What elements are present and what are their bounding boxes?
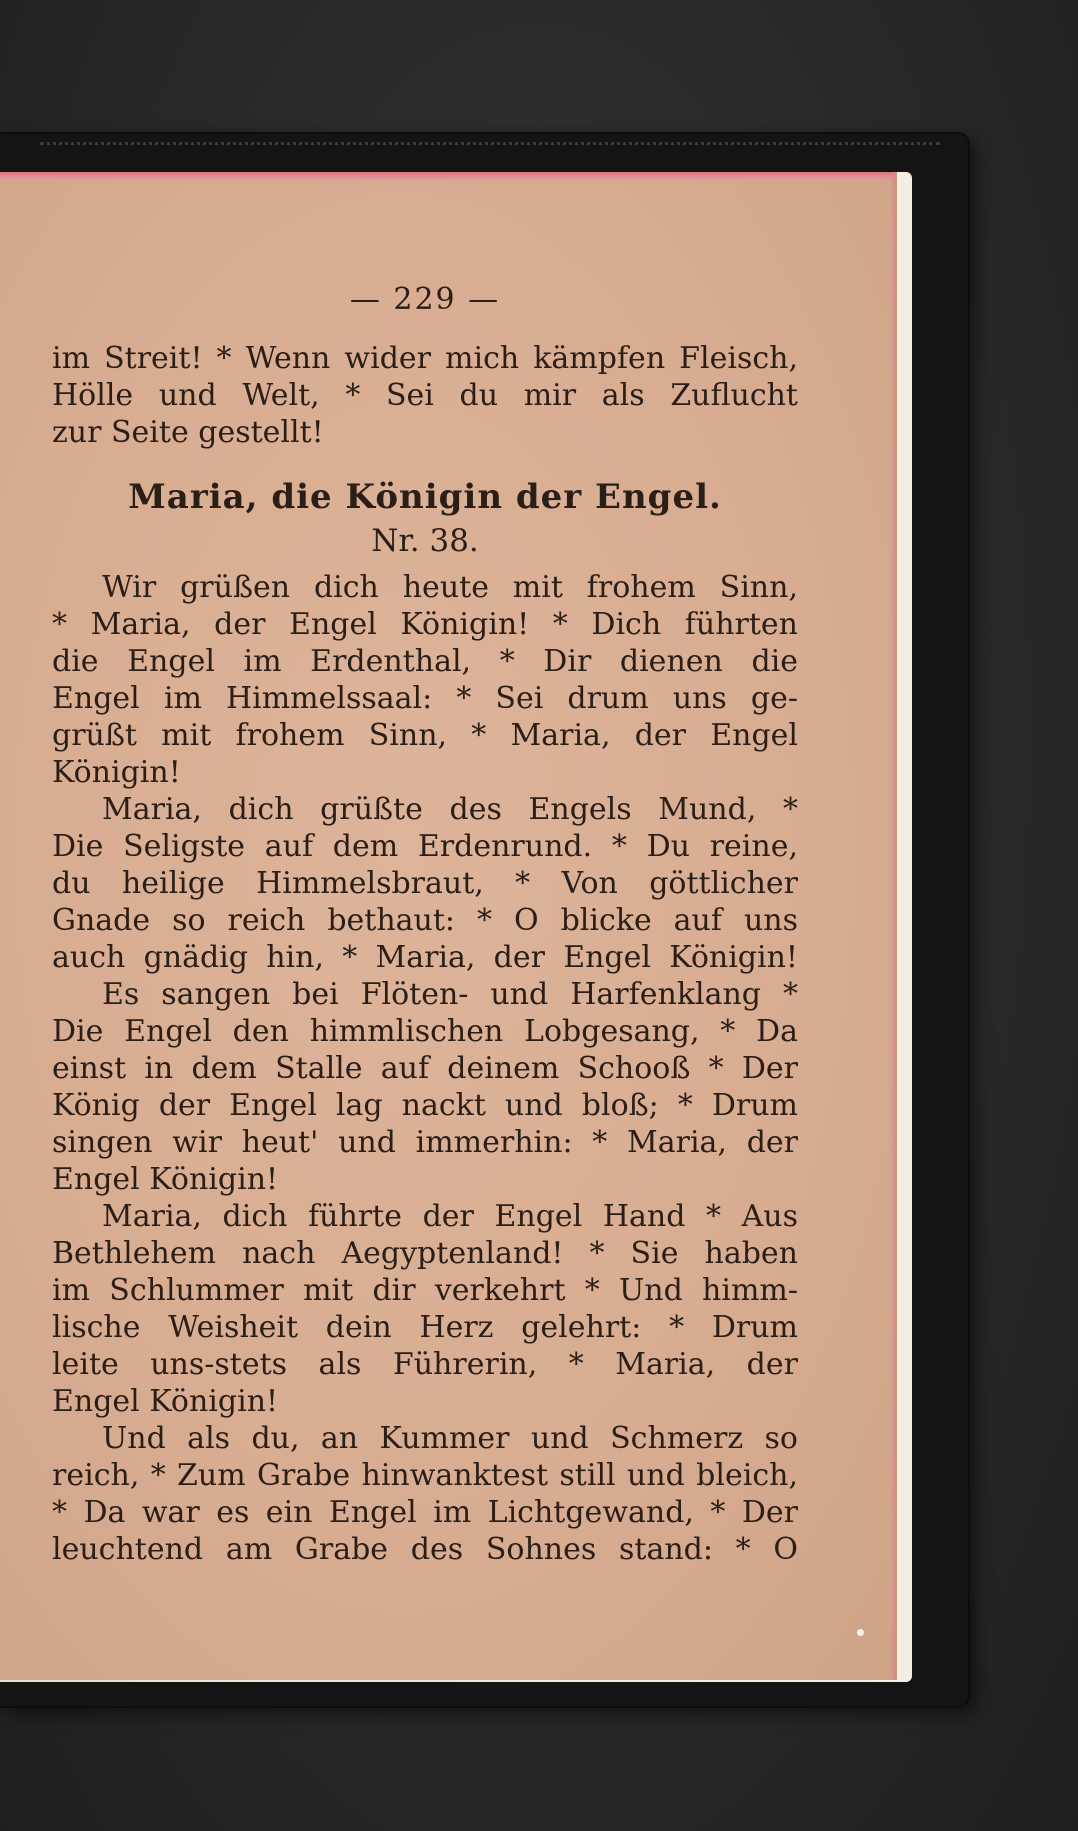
text-line: singen wir heut' und immerhin: * Maria, der bbox=[52, 1125, 798, 1160]
text-line: im Schlummer mit dir verkehrt * Und himm- bbox=[52, 1273, 798, 1308]
text-line: du heilige Himmelsbraut, * Von göttlicher bbox=[52, 866, 798, 901]
hymn-title: Maria, die Königin der Engel. bbox=[128, 477, 722, 517]
text-line: * Da war es ein Engel im Lichtgewand, * Der bbox=[52, 1495, 798, 1530]
text-line: Und als du, an Kummer und Schmerz so bbox=[102, 1421, 798, 1456]
text-line: Es sangen bei Flöten- und Harfenklang * bbox=[102, 977, 798, 1012]
text-line: Engel Königin! bbox=[52, 1162, 279, 1197]
page-number: — 229 — bbox=[349, 282, 501, 317]
page-text bbox=[52, 280, 798, 1568]
text-line: im Streit! * Wenn wider mich kämpfen Fleisch, bbox=[52, 341, 798, 376]
intro-verse bbox=[52, 340, 798, 451]
text-line: Maria, dich führte der Engel Hand * Aus bbox=[102, 1199, 798, 1234]
text-line: grüßt mit frohem Sinn, * Maria, der Engel bbox=[52, 718, 798, 753]
red-page-edge-top bbox=[0, 172, 896, 182]
text-line: Maria, dich grüßte des Engels Mund, * bbox=[102, 792, 798, 827]
stanza-2 bbox=[52, 791, 798, 976]
text-line: * Maria, der Engel Königin! * Dich führten bbox=[52, 607, 798, 642]
stanza-4 bbox=[52, 1198, 798, 1420]
text-line: Wir grüßen dich heute mit frohem Sinn, bbox=[102, 570, 798, 605]
text-line: auch gnädig hin, * Maria, der Engel Königin! bbox=[52, 940, 798, 975]
text-line: König der Engel lag nackt und bloß; * Drum bbox=[52, 1088, 798, 1123]
text-line: die Engel im Erdenthal, * Dir dienen die bbox=[52, 644, 798, 679]
cover-stitching bbox=[40, 142, 940, 145]
paper-speck bbox=[857, 1629, 864, 1636]
text-line: Die Engel den himmlischen Lobgesang, * Da bbox=[52, 1014, 798, 1049]
stanza-5 bbox=[52, 1420, 798, 1568]
text-line: reich, * Zum Grabe hinwanktest still und bleich, bbox=[52, 1458, 798, 1493]
text-line: leuchtend am Grabe des Sohnes stand: * O bbox=[52, 1532, 798, 1567]
text-line: Gnade so reich bethaut: * O blicke auf uns bbox=[52, 903, 798, 938]
book-page bbox=[0, 172, 897, 1680]
hymn-number: Nr. 38. bbox=[371, 523, 479, 559]
text-line: Die Seligste auf dem Erdenrund. * Du reine, bbox=[52, 829, 798, 864]
text-line: lische Weisheit dein Herz gelehrt: * Drum bbox=[52, 1310, 798, 1345]
text-line: zur Seite gestellt! bbox=[52, 415, 324, 450]
stanza-3 bbox=[52, 976, 798, 1198]
stanza-1 bbox=[52, 569, 798, 791]
text-line: Bethlehem nach Aegyptenland! * Sie haben bbox=[52, 1236, 798, 1271]
red-page-edge-right bbox=[890, 172, 896, 1680]
text-line: leite uns-stets als Führerin, * Maria, der bbox=[52, 1347, 798, 1382]
text-line: einst in dem Stalle auf deinem Schooß * Der bbox=[52, 1051, 798, 1086]
text-line: Hölle und Welt, * Sei du mir als Zuflucht bbox=[52, 378, 798, 413]
text-line: Königin! bbox=[52, 755, 181, 790]
text-line: Engel im Himmelssaal: * Sei drum uns ge- bbox=[52, 681, 798, 716]
text-line: Engel Königin! bbox=[52, 1384, 279, 1419]
